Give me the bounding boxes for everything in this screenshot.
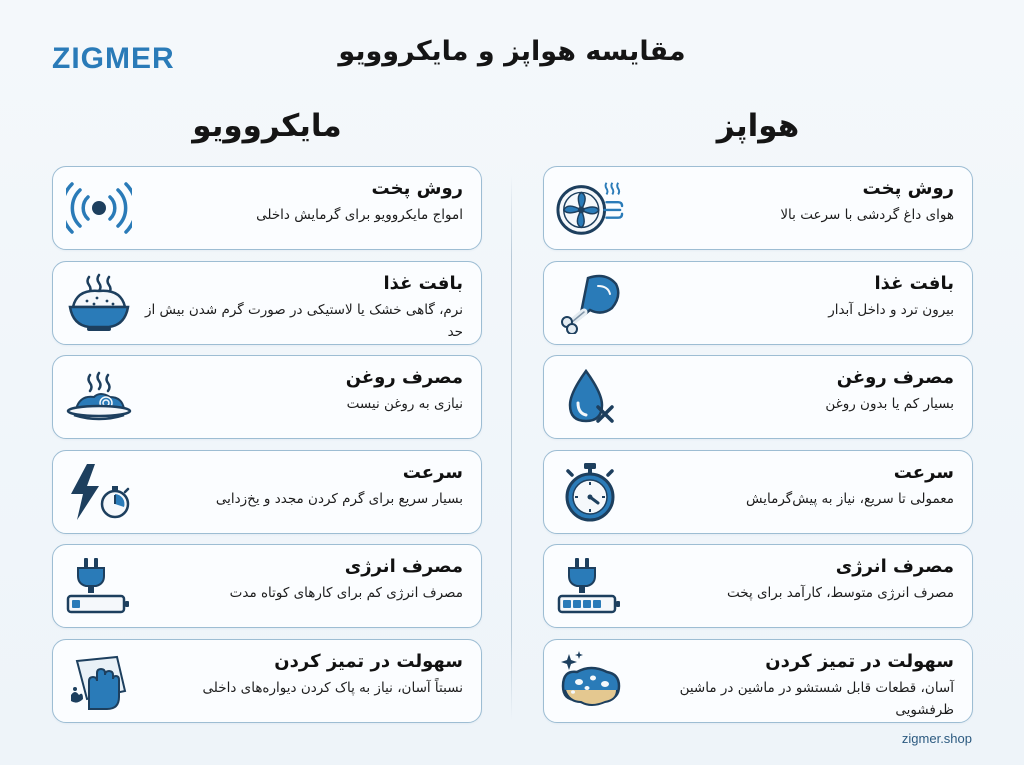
- card-title: روش پخت: [862, 178, 954, 199]
- microwave-waves-icon: [65, 177, 133, 239]
- card-description: معمولی تا سریع، نیاز به پیش‌گرمایش: [746, 490, 954, 507]
- airfryer-card-oil-usage: [543, 355, 973, 439]
- airfryer-card-food-texture: [543, 261, 973, 345]
- steaming-plate-icon: [65, 366, 133, 428]
- airfryer-card-speed: [543, 450, 973, 534]
- microwave-card-oil-usage: [52, 355, 482, 439]
- card-description: هوای داغ گردشی با سرعت بالا: [780, 207, 954, 223]
- rice-bowl-icon: [65, 272, 133, 334]
- card-title: بافت غذا: [383, 272, 463, 294]
- card-description: بسیار کم یا بدون روغن: [825, 396, 954, 412]
- card-title: مصرف روغن: [836, 367, 954, 388]
- lightning-stopwatch-icon: [65, 461, 133, 523]
- plug-medium-battery-icon: [556, 555, 624, 617]
- card-description: نسبتاً آسان، نیاز به پاک کردن دیواره‌های داخلی: [202, 679, 463, 696]
- site-url: zigmer.shop: [901, 731, 972, 746]
- airfryer-card-cooking-method: [543, 166, 973, 250]
- microwave-card-cooking-method: [52, 166, 482, 250]
- microwave-card-food-texture: [52, 261, 482, 345]
- microwave-card-speed: [52, 450, 482, 534]
- card-title: بافت غذا: [874, 272, 954, 294]
- card-title: مصرف انرژی: [835, 556, 954, 577]
- microwave-card-energy: [52, 544, 482, 628]
- plug-low-battery-icon: [65, 555, 133, 617]
- hand-wiping-icon: [65, 650, 133, 712]
- microwave-heading: مایکروویو: [192, 108, 342, 144]
- fan-air-icon: [556, 177, 624, 239]
- card-description: مصرف انرژی کم برای کارهای کوتاه مدت: [229, 585, 463, 601]
- microwave-column: [52, 166, 482, 733]
- airfryer-card-energy: [543, 544, 973, 628]
- card-description: نیازی به روغن نیست: [346, 396, 463, 412]
- airfryer-heading: هواپز: [716, 108, 800, 144]
- card-title: سهولت در تمیز کردن: [765, 650, 954, 672]
- card-description: آسان، قطعات قابل شستشو در ماشین در ماشین ظرفشویی: [679, 679, 954, 718]
- chicken-leg-icon: [556, 272, 624, 334]
- stopwatch-icon: [556, 461, 624, 523]
- card-title: مصرف روغن: [345, 367, 463, 388]
- card-description: مصرف انرژی متوسط، کارآمد برای پخت: [726, 585, 954, 601]
- card-title: سرعت: [402, 461, 463, 483]
- airfryer-card-cleaning: [543, 639, 973, 723]
- card-title: روش پخت: [371, 178, 463, 199]
- card-description: نرم، گاهی خشک یا لاستیکی در صورت گرم شدن بیش از حد: [144, 301, 463, 340]
- sponge-sparkle-icon: [556, 650, 624, 712]
- oil-drop-cross-icon: [556, 366, 624, 428]
- card-description: بسیار سریع برای گرم کردن مجدد و یخ‌زدایی: [215, 490, 463, 507]
- microwave-card-cleaning: [52, 639, 482, 723]
- column-divider: [511, 175, 512, 720]
- airfryer-column: [543, 166, 973, 733]
- card-title: مصرف انرژی: [344, 556, 463, 577]
- page-title: مقایسه هواپز و مایکروویو: [338, 36, 686, 67]
- card-title: سهولت در تمیز کردن: [274, 650, 463, 672]
- card-title: سرعت: [893, 461, 954, 483]
- zigmer-logo: ZIGMER: [52, 42, 175, 75]
- card-description: بیرون ترد و داخل آبدار: [828, 301, 954, 318]
- card-description: امواج مایکروویو برای گرمایش داخلی: [256, 207, 463, 223]
